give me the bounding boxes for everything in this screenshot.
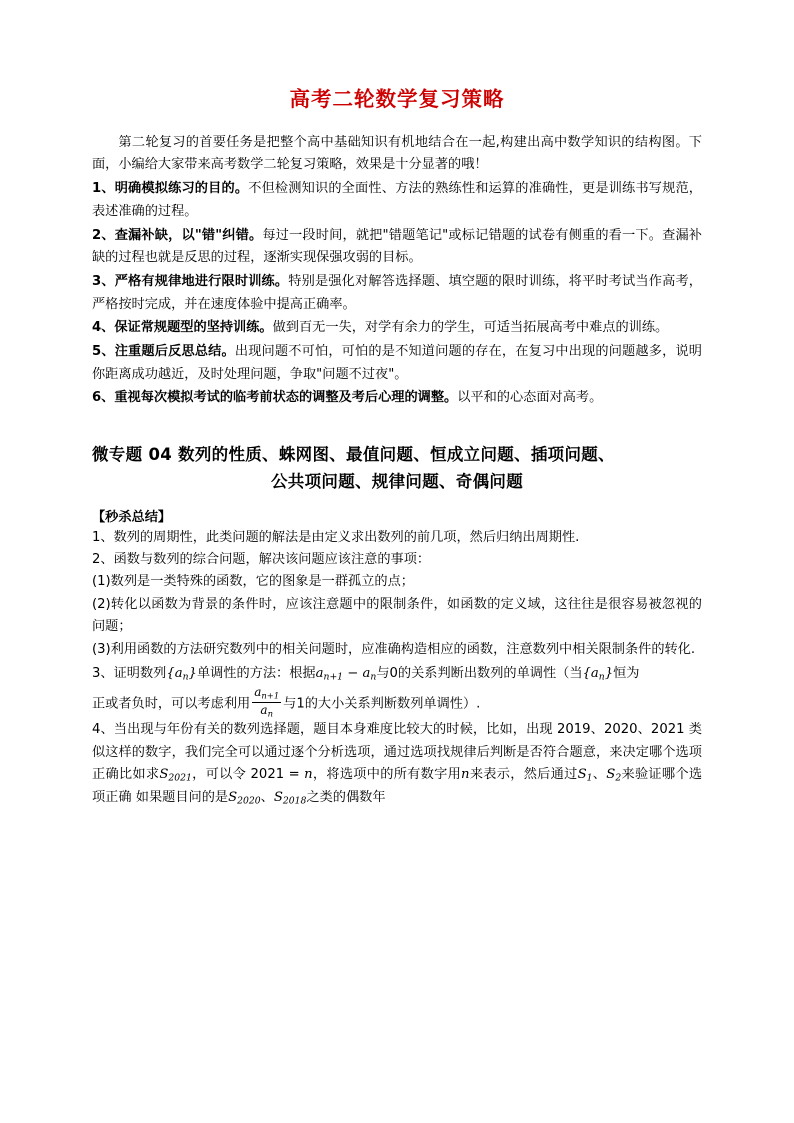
point-item: (1)数列是一类特殊的函数，它的图象是一群孤立的点； <box>92 574 414 590</box>
point4-text-a: 4、当出现与年份有关的数列选择题，题目本身难度比较大的时候，比如，出现 2019、2020、2021 类似这样的数字，我们完全可以通过逐个分析选项，通过选项找规律后判断是否符合题意，来决定哪个选项正确比如求 <box>92 722 702 783</box>
point-item-3 <box>92 661 702 719</box>
intro-paragraph: 第二轮复习的首要任务是把整个高中基础知识有机地结合在一起,构建出高中数学知识的结构图。下面，小编给大家带来高考数学二轮复习策略，效果是十分显著的哦！ <box>92 134 702 173</box>
page-title: 高考二轮数学复习策略 <box>289 87 505 111</box>
symbol-s-1: $S_1$ <box>577 767 593 784</box>
symbol-s-2021: $S_{2021}$ <box>159 767 192 784</box>
point4-text-c: ，将选项中的所有数字用 <box>312 767 462 783</box>
sequence-symbol: $\{a_n\}$ <box>166 666 197 683</box>
point3-line2-prefix: 正或者负时，可以考虑利用 <box>92 696 251 712</box>
point3-mid2: 与0的关系判断出数列的单调性（当 <box>376 666 583 682</box>
strategy-text: 出现问题不可怕，可怕的是不知道问题的存在，在复习中出现的问题越多，说明你距离成功越近，及时处理问题，争取"问题不过夜"。 <box>92 344 702 382</box>
strategy-text: 不但检测知识的全面性、方法的熟练性和运算的准确性，更是训练书写规范，表述准确的过程。 <box>92 181 702 219</box>
strategy-lead: 2、查漏补缺，以"错"纠错。 <box>92 227 263 243</box>
point4-text-e: 、 <box>592 767 607 783</box>
strategy-lead: 5、注重题后反思总结。 <box>92 344 235 360</box>
strategy-lead: 1、明确模拟练习的目的。 <box>92 181 249 197</box>
point3-line2-suffix: 与1的大小关系判断数列单调性）. <box>283 696 481 712</box>
section-heading-line2: 公共项问题、规律问题、奇偶问题 <box>271 472 523 492</box>
symbol-n: n <box>461 767 470 783</box>
point-item: 1、数列的周期性，此类问题的解法是由定义求出数列的前几项，然后归纳出周期性. <box>92 529 580 545</box>
point3-prefix: 3、证明数列 <box>92 666 167 682</box>
strategy-item <box>92 341 702 386</box>
point4-text-g: 、 <box>260 789 274 805</box>
strategy-text: 每过一段时间，就把"错题笔记"或标记错题的试卷有侧重的看一下。查漏补缺的过程也就是反思的过程，逐渐实现保强攻弱的目标。 <box>92 227 702 266</box>
strategy-item <box>92 387 702 410</box>
sequence-symbol: $\{a_n\}$ <box>582 666 614 683</box>
point3-mid3: 恒为 <box>613 666 640 682</box>
symbol-s-2018: $S_{2018}$ <box>273 789 307 807</box>
point-item: 2、函数与数列的综合问题，解决该问题应该注意的事项： <box>92 552 431 567</box>
subsection-heading: 【秒杀总结】 <box>92 509 172 525</box>
strategy-item <box>92 178 702 223</box>
point4-text-b: ，可以令 2021 = <box>191 767 300 783</box>
strategy-lead: 6、重视每次模拟考试的临考前状态的调整及考后心理的调整。 <box>92 390 458 406</box>
symbol-n: n <box>304 767 313 783</box>
strategy-lead: 3、严格有规律地进行限时训练。 <box>92 273 289 289</box>
strategy-item <box>92 317 702 340</box>
point-item: (3)利用函数的方法研究数列中的相关问题时，应准确构造相应的函数，注意数列中相关限制条件的转化. <box>92 641 696 657</box>
strategy-text: 特别是强化对解答选择题、填空题的限时训练，将平时考试当作高考，严格按时完成，并在速度体验中提高正确率。 <box>92 273 702 312</box>
strategy-lead: 4、保证常规题型的坚持训练。 <box>92 320 273 336</box>
symbol-s-2: $S_2$ <box>606 767 622 784</box>
strategy-item <box>92 271 702 316</box>
point3-mid1: 单调性的方法：根据 <box>196 666 316 682</box>
section-heading <box>92 441 702 495</box>
point4-text-f: 来验证哪个选项正确 如果题目问的是 <box>92 767 703 805</box>
symbol-s-2020: $S_{2020}$ <box>228 789 261 807</box>
point-item: (2)转化以函数为背景的条件时，应该注意题中的限制条件，如函数的定义域，这往往是很容易被忽视的问题； <box>92 596 702 635</box>
fraction-a-n1-over-a-n: $\frac{a_{n+1}}{a_n}$ <box>254 684 280 719</box>
expression-a-n1-minus-a-n: $a_{n+1} - a_n$ <box>315 666 377 683</box>
strategy-item <box>92 225 702 270</box>
point4-text-h: 之类的偶数年 <box>306 789 386 805</box>
strategy-text: 做到百无一失，对学有余力的学生，可适当拓展高考中难点的训练。 <box>272 320 669 336</box>
point4-text-d: 来表示，然后通过 <box>469 767 578 783</box>
spacer <box>92 411 702 427</box>
section-heading-line1: 微专题 04 数列的性质、蛛网图、最值问题、恒成立问题、插项问题、 <box>92 445 615 465</box>
strategy-text: 以平和的心态面对高考。 <box>457 390 603 406</box>
point-item-4 <box>92 719 702 809</box>
